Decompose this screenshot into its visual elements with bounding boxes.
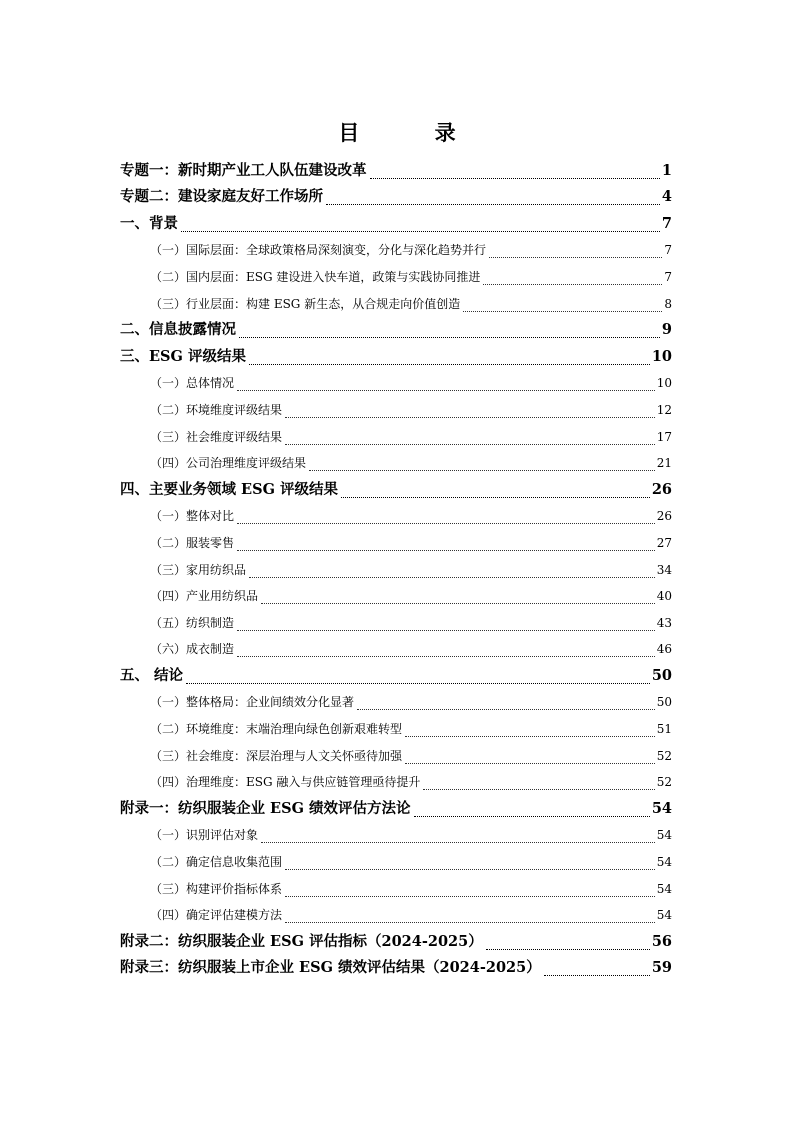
toc-entry-page-number: 26 <box>656 509 672 524</box>
toc-entry-label: 一、背景 <box>120 214 178 232</box>
toc-entry-page-number: 54 <box>656 855 672 870</box>
toc-leader-dots <box>237 655 655 657</box>
toc-entry-page-number: 54 <box>656 908 672 923</box>
toc-entry-label: （一）整体对比 <box>150 509 235 524</box>
toc-entry-label: （四）确定评估建模方法 <box>150 908 283 923</box>
toc-entry-label: （一）识别评估对象 <box>150 828 259 843</box>
toc-entry-label: （六）成衣制造 <box>150 642 235 657</box>
toc-entry-page-number: 40 <box>656 589 672 604</box>
toc-entry-page-number: 27 <box>656 535 672 550</box>
toc-entry-chapter[interactable] <box>120 343 672 370</box>
toc-entry-section[interactable] <box>120 848 672 875</box>
toc-leader-dots <box>483 283 662 285</box>
toc-entry-section[interactable] <box>120 529 672 556</box>
toc-entry-label: （二）确定信息收集范围 <box>150 855 283 870</box>
toc-entry-section[interactable] <box>120 583 672 610</box>
toc-entry-page-number: 12 <box>656 402 672 417</box>
toc-entry-label: 专题一：新时期产业工人队伍建设改革 <box>120 161 367 179</box>
toc-entry-page-number: 8 <box>664 296 672 311</box>
toc-entry-label: （二）环境维度评级结果 <box>150 402 283 417</box>
toc-entry-section[interactable] <box>120 689 672 716</box>
toc-entry-section[interactable] <box>120 636 672 663</box>
toc-entry-label: （三）家用纺织品 <box>150 562 247 577</box>
toc-leader-dots <box>357 708 655 710</box>
toc-entry-page-number: 59 <box>651 959 672 977</box>
toc-entry-label: （三）社会维度评级结果 <box>150 429 283 444</box>
toc-entry-label: （二）环境维度：末端治理向绿色创新艰难转型 <box>150 722 403 737</box>
toc-entry-chapter[interactable] <box>120 184 672 211</box>
toc-entry-page-number: 43 <box>656 615 672 630</box>
toc-entry-page-number: 52 <box>656 748 672 763</box>
toc-entry-label: （三）社会维度：深层治理与人文关怀亟待加强 <box>150 748 403 763</box>
toc-entry-section[interactable] <box>120 503 672 530</box>
toc-entry-label: （四）产业用纺织品 <box>150 589 259 604</box>
toc-entry-label: 二、信息披露情况 <box>120 321 236 339</box>
toc-leader-dots <box>544 974 650 976</box>
toc-leader-dots <box>326 203 660 205</box>
toc-leader-dots <box>239 336 660 338</box>
toc-entry-label: 附录三：纺织服装上市企业 ESG 绩效评估结果（2024-2025） <box>120 959 541 977</box>
toc-leader-dots <box>237 389 655 391</box>
toc-entry-section[interactable] <box>120 742 672 769</box>
toc-entry-page-number: 9 <box>661 321 672 339</box>
toc-leader-dots <box>370 177 660 179</box>
toc-entry-page-number: 1 <box>661 161 672 179</box>
toc-entry-page-number: 54 <box>651 799 672 817</box>
toc-leader-dots <box>285 895 655 897</box>
toc-leader-dots <box>186 682 650 684</box>
toc-leader-dots <box>405 762 655 764</box>
toc-leader-dots <box>237 629 655 631</box>
toc-entry-page-number: 7 <box>664 243 672 258</box>
toc-entry-page-number: 51 <box>656 722 672 737</box>
toc-entry-chapter[interactable] <box>120 662 672 689</box>
toc-entry-page-number: 7 <box>664 269 672 284</box>
toc-leader-dots <box>261 841 655 843</box>
toc-entry-page-number: 26 <box>651 480 672 498</box>
toc-entry-label: （四）公司治理维度评级结果 <box>150 456 307 471</box>
toc-entry-page-number: 10 <box>656 376 672 391</box>
toc-entry-label: 附录一：纺织服装企业 ESG 绩效评估方法论 <box>120 799 411 817</box>
toc-entry-section[interactable] <box>120 822 672 849</box>
toc-list <box>120 157 672 981</box>
toc-entry-chapter[interactable] <box>120 795 672 822</box>
toc-leader-dots <box>249 576 655 578</box>
toc-entry-chapter[interactable] <box>120 210 672 237</box>
toc-entry-section[interactable] <box>120 609 672 636</box>
toc-entry-page-number: 52 <box>656 775 672 790</box>
toc-entry-section[interactable] <box>120 370 672 397</box>
toc-entry-section[interactable] <box>120 423 672 450</box>
toc-leader-dots <box>285 443 655 445</box>
toc-leader-dots <box>181 230 660 232</box>
toc-leader-dots <box>486 948 650 950</box>
toc-leader-dots <box>237 549 655 551</box>
toc-entry-page-number: 4 <box>661 188 672 206</box>
toc-entry-page-number: 46 <box>656 642 672 657</box>
toc-entry-label: （二）国内层面：ESG 建设进入快车道，政策与实践协同推进 <box>150 269 481 284</box>
toc-entry-page-number: 50 <box>651 666 672 684</box>
toc-entry-page-number: 21 <box>656 456 672 471</box>
toc-entry-label: 五、 结论 <box>120 666 184 684</box>
toc-entry-label: （三）行业层面：构建 ESG 新生态，从合规走向价值创造 <box>150 296 461 311</box>
toc-leader-dots <box>285 921 655 923</box>
toc-entry-label: 专题二：建设家庭友好工作场所 <box>120 188 323 206</box>
toc-leader-dots <box>237 522 655 524</box>
toc-entry-section[interactable] <box>120 769 672 796</box>
toc-leader-dots <box>309 469 655 471</box>
toc-leader-dots <box>341 496 650 498</box>
toc-leader-dots <box>489 256 662 258</box>
toc-entry-chapter[interactable] <box>120 476 672 503</box>
toc-entry-page-number: 56 <box>651 932 672 950</box>
toc-entry-page-number: 34 <box>656 562 672 577</box>
toc-entry-label: 四、主要业务领域 ESG 评级结果 <box>120 480 339 498</box>
toc-entry-section[interactable] <box>120 290 672 317</box>
toc-entry-section[interactable] <box>120 263 672 290</box>
toc-entry-page-number: 17 <box>656 429 672 444</box>
toc-entry-page-number: 7 <box>661 214 672 232</box>
toc-entry-label: （五）纺织制造 <box>150 615 235 630</box>
toc-entry-chapter[interactable] <box>120 157 672 184</box>
toc-leader-dots <box>405 735 655 737</box>
toc-entry-label: （三）构建评价指标体系 <box>150 881 283 896</box>
toc-entry-page-number: 10 <box>651 347 672 365</box>
toc-leader-dots <box>463 310 662 312</box>
toc-leader-dots <box>414 815 650 817</box>
toc-entry-page-number: 50 <box>656 695 672 710</box>
toc-entry-section[interactable] <box>120 237 672 264</box>
toc-entry-section[interactable] <box>120 396 672 423</box>
toc-entry-label: （二）服装零售 <box>150 535 235 550</box>
toc-leader-dots <box>285 416 655 418</box>
toc-entry-label: （一）国际层面：全球政策格局深刻演变，分化与深化趋势并行 <box>150 243 487 258</box>
toc-entry-chapter[interactable] <box>120 317 672 344</box>
toc-title: 目 录 <box>338 120 490 145</box>
toc-entry-label: （一）总体情况 <box>150 376 235 391</box>
toc-leader-dots <box>423 788 654 790</box>
toc-leader-dots <box>261 602 655 604</box>
toc-entry-section[interactable] <box>120 450 672 477</box>
toc-entry-chapter[interactable] <box>120 955 672 982</box>
toc-entry-label: 三、ESG 评级结果 <box>120 347 246 365</box>
toc-entry-page-number: 54 <box>656 828 672 843</box>
toc-entry-label: （四）治理维度：ESG 融入与供应链管理亟待提升 <box>150 775 421 790</box>
toc-leader-dots <box>249 363 650 365</box>
toc-entry-page-number: 54 <box>656 881 672 896</box>
toc-entry-label: 附录二：纺织服装企业 ESG 评估指标（2024-2025） <box>120 932 483 950</box>
toc-entry-label: （一）整体格局：企业间绩效分化显著 <box>150 695 355 710</box>
toc-entry-chapter[interactable] <box>120 928 672 955</box>
toc-entry-section[interactable] <box>120 556 672 583</box>
toc-entry-section[interactable] <box>120 715 672 742</box>
toc-entry-section[interactable] <box>120 875 672 902</box>
toc-leader-dots <box>285 868 655 870</box>
toc-entry-section[interactable] <box>120 902 672 929</box>
